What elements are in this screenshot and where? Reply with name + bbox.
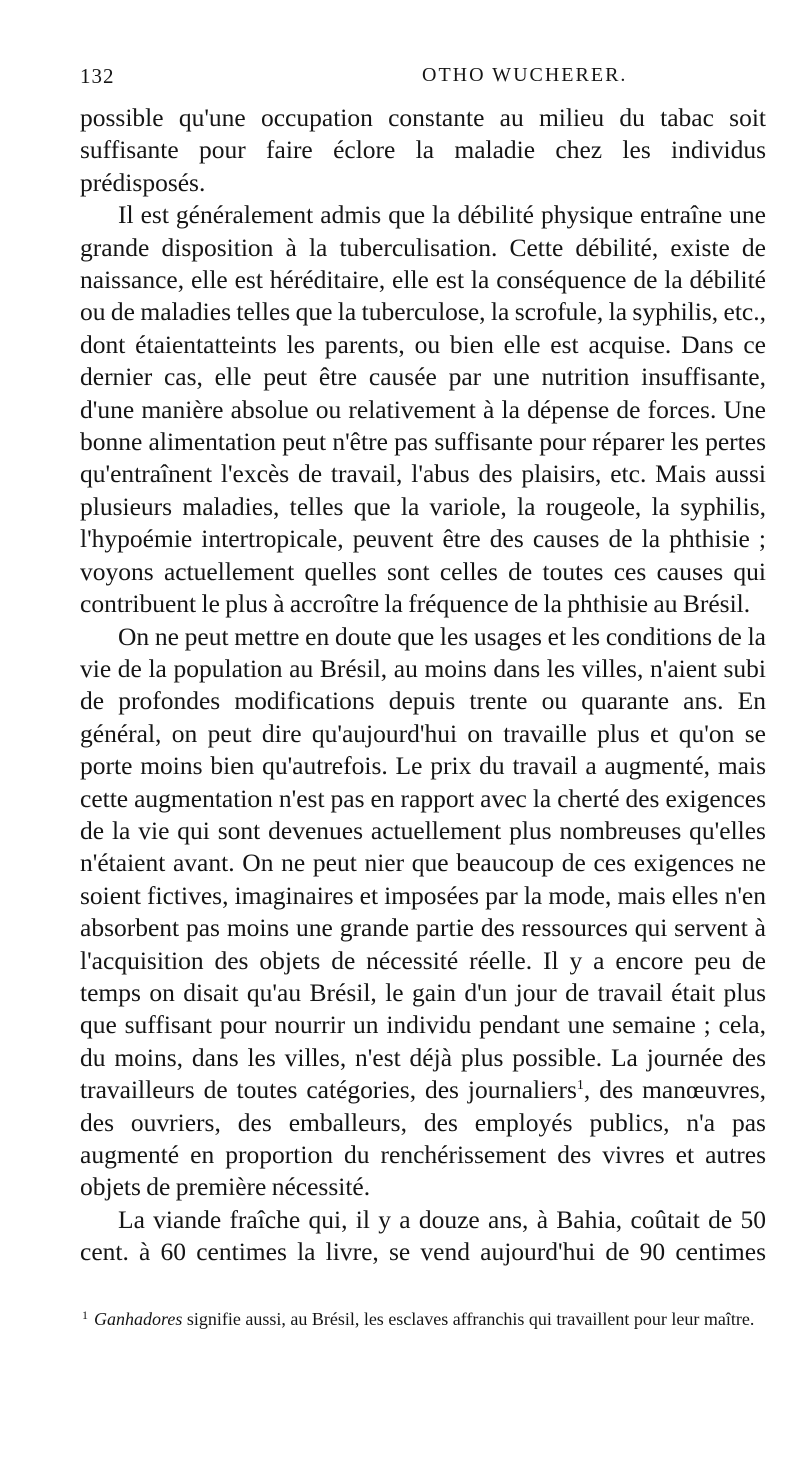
page-number: 132 (80, 64, 115, 88)
footnote-marker: 1 (82, 1308, 88, 1322)
paragraph-continuation: possible qu'une occupation constante au milieu du tabac soit suffisante pour faire éclore la maladie chez les individus prédisposés. (80, 103, 766, 197)
paragraph-usages-tail: , des manœuvres, des ouvriers, des emballeurs, des employés publics, n'a pas augmenté en proportion du renchérissement des vivres et autres objets de première nécessité. (80, 1075, 767, 1202)
footnote-term: Ganhadores (94, 1309, 183, 1329)
footnote-reference: 1 (576, 1078, 584, 1094)
paragraph-usages (80, 621, 766, 1204)
footnote-text: signifie aussi, au Brésil, les esclaves affranchis qui travaillent pour leur maître. (186, 1309, 755, 1329)
paragraph-usages-text: On ne peut mettre en doute que les usages et les conditions de la vie de la population au Brésil, au moins dans les villes, n'aient subi de profondes modifications depuis trente ou quarante ans. En général, on peut dire qu'aujourd'hui on travaille plus et qu'on se porte moins bien qu'autrefois. Le prix du travail a augmenté, mais cette augmentation n'est pas en rapport avec la cherté des exigences de la vie qui sont devenues actuellement plus nombreuses qu'elles n'étaient avant. On ne peut nier que beaucoup de ces exigences ne soient fictives, imaginaires et imposées par la mode, mais elles n'en absorbent pas moins une grande partie des ressources qui servent à l'acquisition des objets de nécessité réelle. Il y a encore peu de temps on disait qu'au Brésil, le gain d'un jour de travail était plus que suffisant pour nourrir un individu pendant une semaine ; cela, du moins, dans les villes, n'est déjà plus possible. La journée des travailleurs de toutes catégories, des journaliers (80, 621, 766, 1105)
footnote (80, 1302, 766, 1332)
running-head: OTHO WUCHERER. (422, 64, 628, 86)
page-body (80, 102, 766, 1269)
page-header (80, 64, 760, 94)
paragraph-debilite: Il est généralement admis que la débilité physique entraîne une grande disposition à la tuberculisation. Cette débilité, existe de naissance, elle est héréditaire, elle est la conséquence de la débilité ou de maladies telles que la tuberculose, la scrofule, la syphilis, etc., dont étaientatteints les parents, ou bien elle est acquise. Dans ce dernier cas, elle peut être causée par une nutrition insuffisante, d'une manière absolue ou relativement à la dépense de forces. Une bonne alimentation peut n'être pas suffisante pour réparer les pertes qu'entraînent l'excès de travail, l'abus des plaisirs, etc. Mais aussi plusieurs maladies, telles que la variole, la rougeole, la syphilis, l'hypoémie intertropicale, peuvent être des causes de la phthisie ; voyons actuellement quelles sont celles de toutes ces causes qui contribuent le plus à accroître la fréquence de la phthisie au Brésil. (80, 200, 766, 619)
paragraph-viande: La viande fraîche qui, il y a douze ans, à Bahia, coûtait de 50 cent. à 60 centimes la livre, se vend aujourd'hui de 90 centimes (80, 1204, 766, 1267)
